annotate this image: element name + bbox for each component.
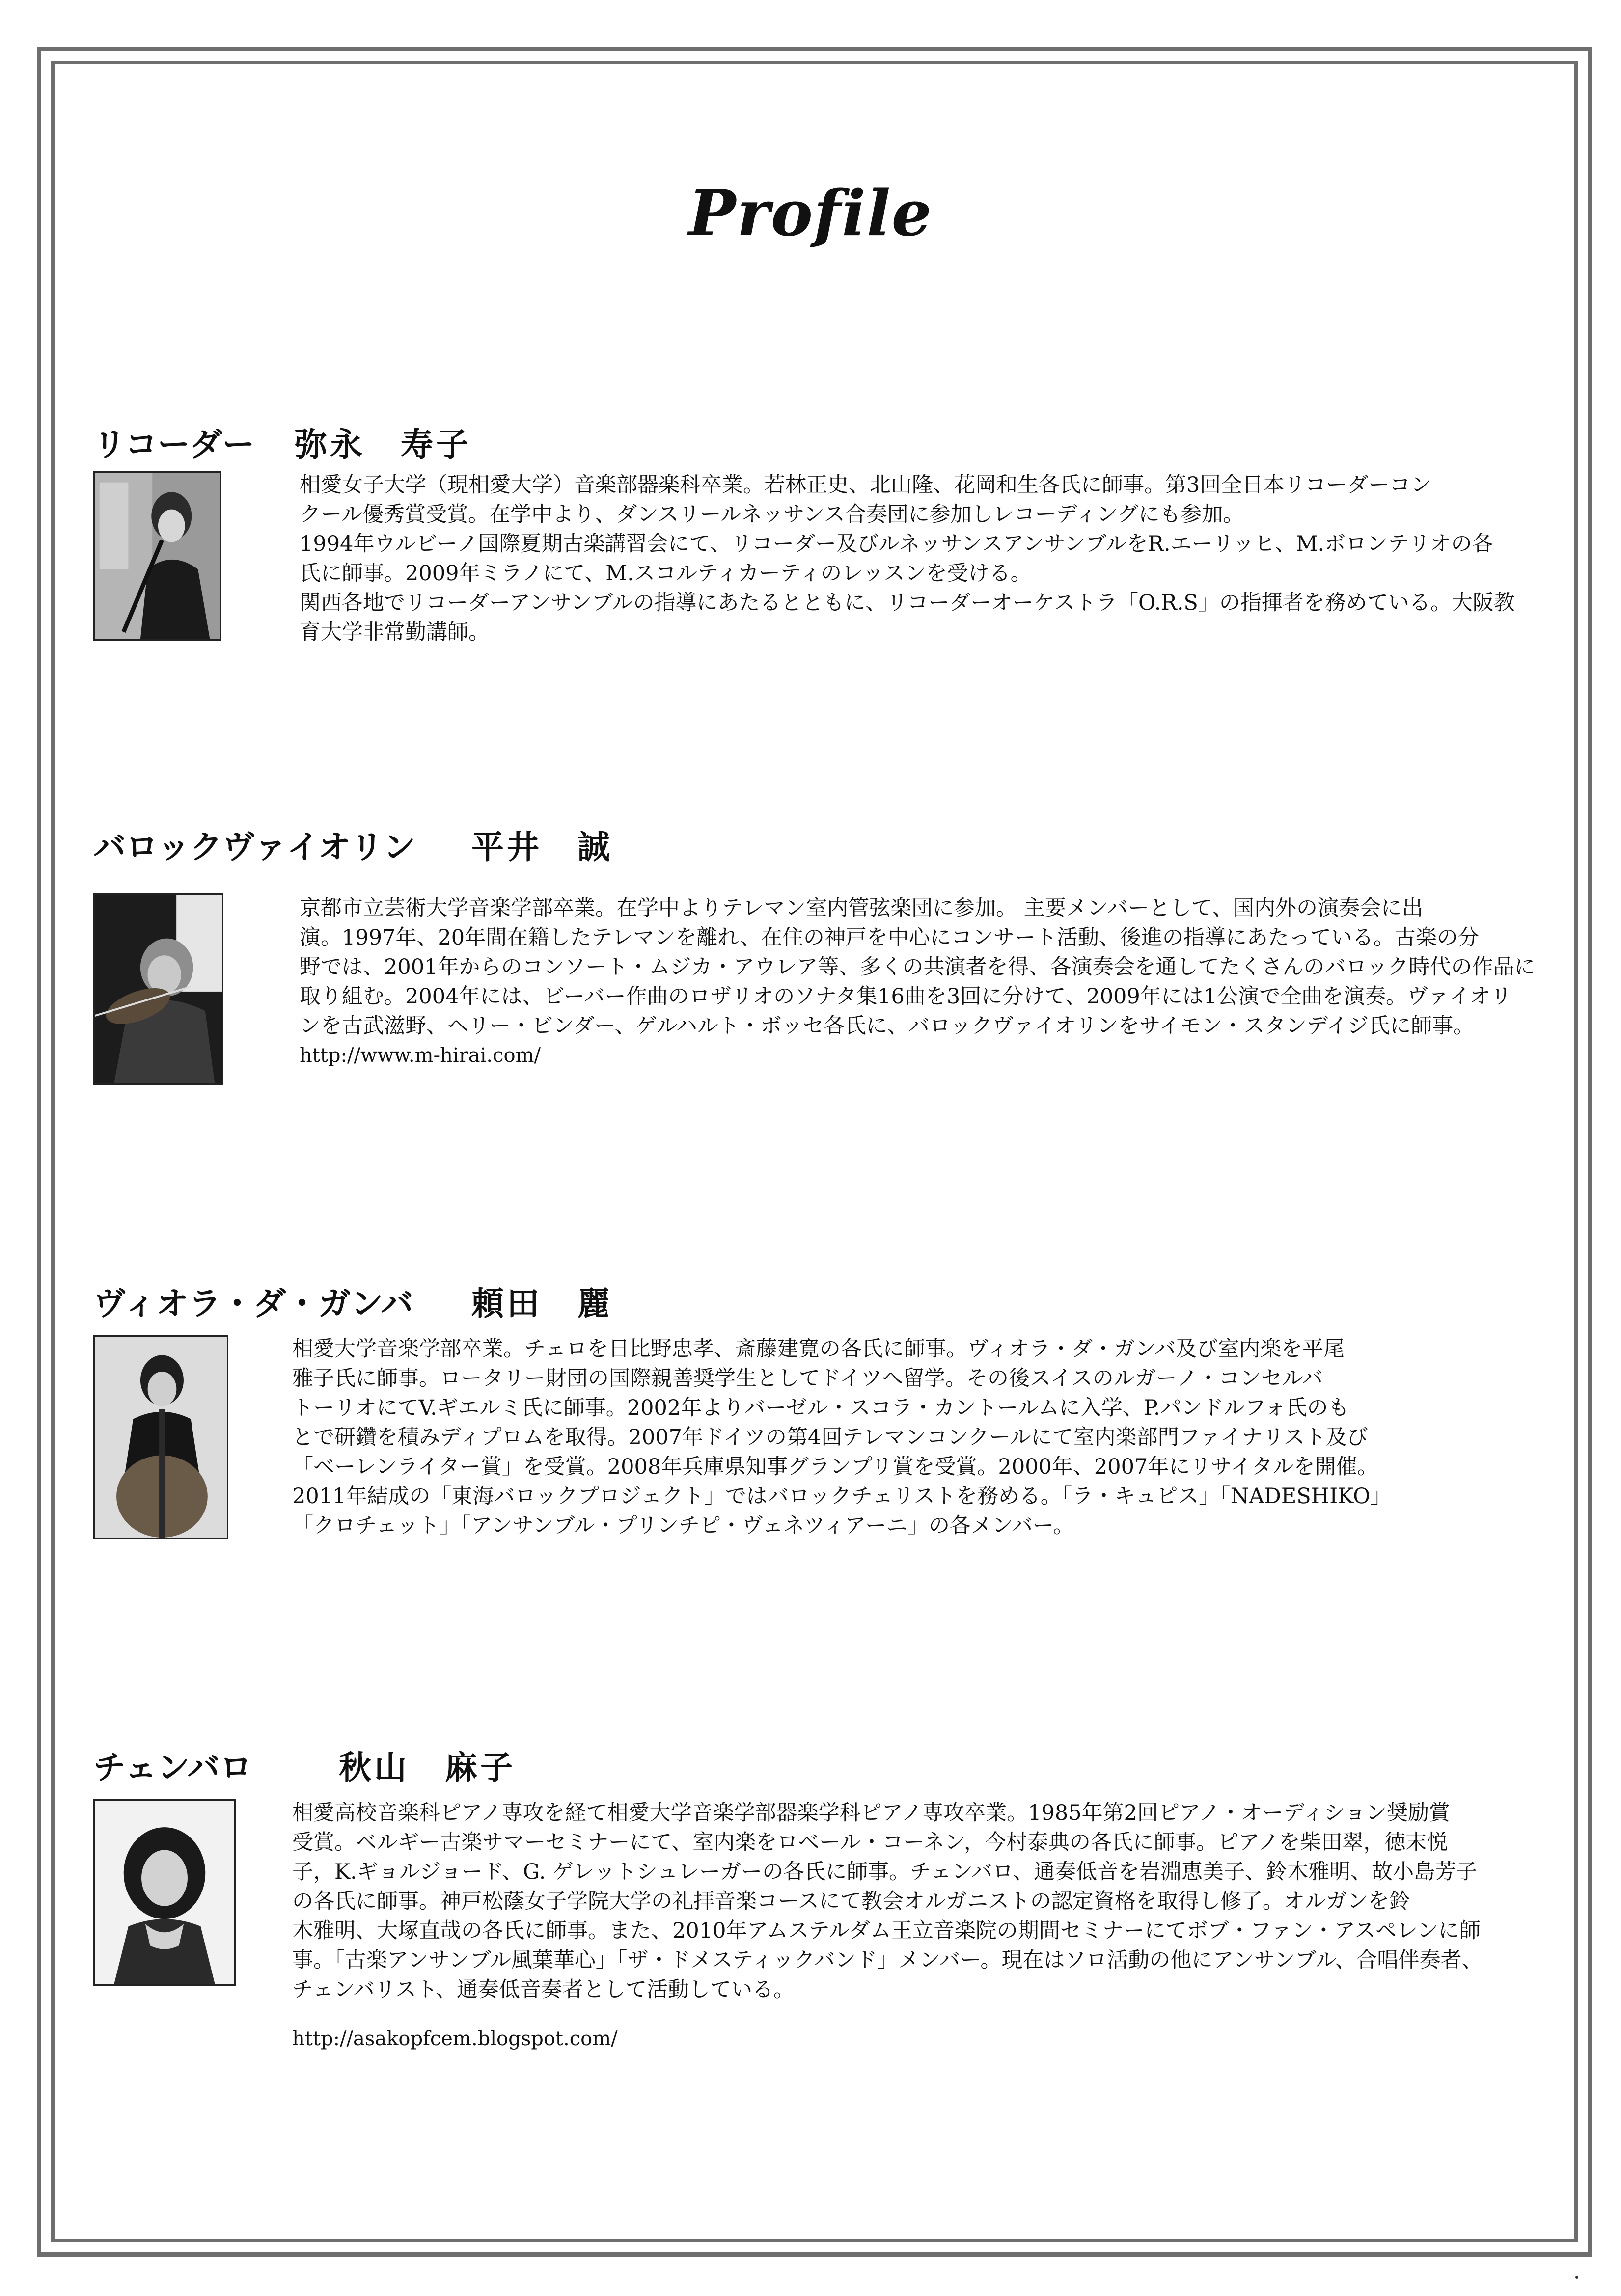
instrument-label: リコーダー (93, 425, 255, 463)
performer-name: 頼田 麗 (471, 1284, 613, 1323)
recorder-player-photo (93, 471, 221, 641)
profile-section-recorder (93, 422, 1557, 697)
profile-section-harpsichord (93, 1745, 1557, 2089)
performer-name: 弥永 寿子 (295, 425, 471, 463)
performer-name: 平井 誠 (471, 828, 613, 866)
viola-da-gamba-player-photo (93, 1335, 228, 1539)
profile-bio: 相愛女子大学（現相愛大学）音楽部器楽科卒業。若林正史、北山隆、花岡和生各氏に師事。第3回全日本リコーダーコン クール優秀賞受賞。在学中より、ダンスリールネッサンス合奏団に参加しレコーディングにも参加。 1994年ウルビーノ国際夏期古楽講習会にて、リコーダー及びルネッサンスアンサンブルをR.エーリッヒ、M.ボロンテリオの各 氏に師事。2009年ミラノにて、M.スコルティカーティのレッスンを受ける。 関西各地でリコーダーアンサンブルの指導にあたるとともに、リコーダーオーケストラ「O.R.S」の指揮者を務めている。大阪教 育大学非常勤講師。 (300, 473, 1515, 645)
profile-section-viola-da-gamba (93, 1281, 1557, 1556)
profile-heading (93, 422, 1557, 466)
instrument-label: バロックヴァイオリン (93, 828, 416, 866)
profile-heading (93, 825, 1557, 869)
website-link[interactable]: http://www.m-hirai.com/ (300, 1044, 541, 1067)
profile-section-baroque-violin (93, 825, 1557, 1100)
instrument-label: チェンバロ (93, 1748, 252, 1786)
profile-heading (93, 1281, 1557, 1325)
performer-name: 秋山 麻子 (339, 1748, 516, 1786)
page-title: Profile (688, 177, 933, 250)
website-link[interactable]: http://asakopfcem.blogspot.com/ (292, 2027, 618, 2050)
profile-bio: 相愛高校音楽科ピアノ専攻を経て相愛大学音楽学部器楽学科ピアノ専攻卒業。1985年第2回ピアノ・オーディション奨励賞 受賞。ベルギー古楽サマーセミナーにて、室内楽をロベール・コーネン，今村泰典の各氏に師事。ピアノを柴田翠，徳末悦 子，K.ギョルジョード、G. ゲレットシュレーガーの各氏に師事。チェンバロ、通奏低音を岩淵恵美子、鈴木雅明、故小島芳子 の各氏に師事。神戸松蔭女子学院大学の礼拝音楽コースにて教会オルガニストの認定資格を取得し修了。オルガンを鈴 木雅明、大塚直哉の各氏に師事。また、2010年アムステルダム王立音楽院の期間セミナーにてボブ・ファン・アスペレンに師 事。「古楽アンサンブル風葉華心」「ザ・ドメスティックバンド」メンバー。現在はソロ活動の他にアンサンブル、合唱伴奏者、 チェンバリスト、通奏低音奏者として活動している。 (292, 1801, 1483, 2002)
harpsichordist-portrait-photo (93, 1799, 236, 1986)
violinist-photo (93, 893, 223, 1085)
profile-bio: 相愛大学音楽学部卒業。チェロを日比野忠孝、斎藤建寛の各氏に師事。ヴィオラ・ダ・ガンバ及び室内楽を平尾 雅子氏に師事。ロータリー財団の国際親善奨学生としてドイツへ留学。その後スイスのルガーノ・コンセルバ トーリオにてV.ギエルミ氏に師事。2002年よりバーゼル・スコラ・カントールムに入学、P.パンドルフォ氏のも とで研鑽を積みディプロムを取得。2007年ドイツの第4回テレマンコンクールにて室内楽部門ファイナリスト及び 「ベーレンライター賞」を受賞。2008年兵庫県知事グランプリ賞を受賞。2000年、2007年にリサイタルを開催。 2011年結成の「東海バロックプロジェクト」ではバロックチェリストを務める。「ラ・キュピス」「NADESHIKO」 「クロチェット」「アンサンブル・プリンチピ・ヴェネツィアーニ」の各メンバー。 (292, 1337, 1392, 1538)
page-mark (1575, 2276, 1578, 2279)
profile-heading (93, 1745, 1557, 1789)
instrument-label: ヴィオラ・ダ・ガンバ (93, 1284, 413, 1323)
profile-bio: 京都市立芸術大学音楽学部卒業。在学中よりテレマン室内管弦楽団に参加。 主要メンバーとして、国内外の演奏会に出 演。1997年、20年間在籍したテレマンを離れ、在住の神戸を中心にコンサート活動、後進の指導にあたっている。古楽の分 野では、2001年からのコンソート・ムジカ・アウレア等、多くの共演者を得、各演奏会を通してたくさんのバロック時代の作品に 取り組む。2004年には、ビーバー作曲のロザリオのソナタ集16曲を3回に分けて、2009年には1公演で全曲を演奏。ヴァイオリ ンを古武滋野、ヘリー・ビンダー、ゲルハルト・ボッセ各氏に、バロックヴァイオリンをサイモン・スタンデイジ氏に師事。 (300, 896, 1536, 1038)
